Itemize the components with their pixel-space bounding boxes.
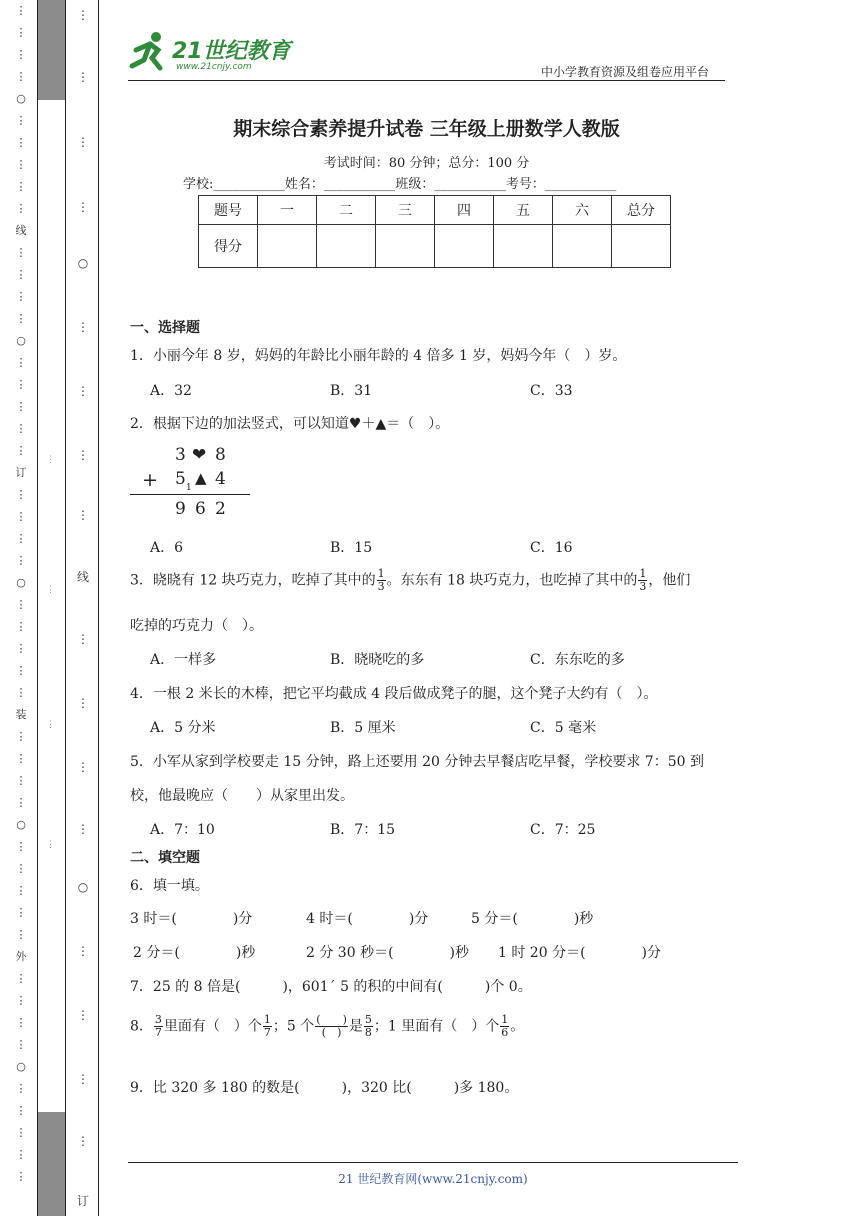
faint-mark: ⋮ <box>46 455 55 465</box>
fraction: $\frac{1}{7}$ <box>263 1013 271 1039</box>
fill-blank: 2 分 30 秒＝( )秒 <box>306 945 469 961</box>
digit: 6 <box>195 499 206 519</box>
score-cell[interactable] <box>494 225 553 268</box>
carry-digit: 1 <box>186 483 192 493</box>
fill-blank: 1 时 20 分＝( )分 <box>498 945 661 961</box>
option-a: A．32 <box>150 383 192 399</box>
option-b: B．7：15 <box>330 822 396 838</box>
q3-text: 。东东有 18 块巧克力，也吃掉了其中的 <box>386 572 638 589</box>
score-header: 总分 <box>612 196 671 225</box>
score-header: 四 <box>435 196 494 225</box>
q3-text: ，他们 <box>648 572 691 589</box>
score-header: 二 <box>317 196 376 225</box>
option-a: A．7：10 <box>150 822 215 838</box>
score-cell[interactable] <box>612 225 671 268</box>
option-c: C．东东吃的多 <box>530 652 625 668</box>
question-5-line2: 校，他最晚应（ ）从家里出发。 <box>130 788 354 804</box>
fill-blank: 3 时＝( )分 <box>130 911 253 927</box>
digit: 5 <box>175 469 186 489</box>
fraction: $\frac{1}{3}$ <box>377 567 385 593</box>
header-rule <box>128 80 725 81</box>
option-a: A．5 分米 <box>150 720 216 736</box>
footer-rule <box>128 1162 738 1163</box>
score-cell[interactable] <box>553 225 612 268</box>
option-c: C．7：25 <box>530 822 596 838</box>
digit: 9 <box>175 499 186 519</box>
fill-blank: 4 时＝( )分 <box>306 911 429 927</box>
page-title: 期末综合素养提升试卷 三年级上册数学人教版 <box>233 118 620 140</box>
dotted-cut-line: ⋮ ⋮ ⋮ ⋮ ○ ⋮ ⋮ ⋮ ⋮ ⋮ 线 ⋮ ⋮ ⋮ ⋮ ○ ⋮ ⋮ ⋮ ⋮ ⋮ 订 ⋮ ⋮ ⋮ ⋮ ○ ⋮ ⋮ ⋮ ⋮ ⋮ 装 ⋮ ⋮ ⋮ ⋮ ○ ⋮ ⋮ ⋮ ⋮ ⋮ 外 ⋮ ⋮ ⋮ ⋮ ○ ⋮ ⋮ ⋮ ⋮ ⋮ <box>15 4 27 1183</box>
logo-text: 21世纪教育 <box>172 39 291 64</box>
question-6: 6．填一填。 <box>130 878 209 894</box>
option-b: B．5 厘米 <box>330 720 396 736</box>
question-3 <box>130 568 690 593</box>
fraction: $\frac{1}{3}$ <box>639 567 647 593</box>
option-b: B．31 <box>330 383 373 399</box>
question-3-line2: 吃掉的巧克力（ ）。 <box>130 618 263 634</box>
score-header: 三 <box>376 196 435 225</box>
plus-sign: + <box>142 469 158 491</box>
runner-icon <box>128 30 168 72</box>
margin-line <box>98 0 99 1216</box>
option-a: A．一样多 <box>150 652 217 668</box>
score-cell[interactable] <box>376 225 435 268</box>
triangle-icon: ▲ <box>195 469 207 487</box>
digit: 2 <box>215 499 226 519</box>
option-c: C．5 毫米 <box>530 720 597 736</box>
fill-blank: 5 分＝( )秒 <box>471 911 594 927</box>
question-2: 2．根据下边的加法竖式，可以知道♥＋▲＝（ ）。 <box>130 416 450 432</box>
margin-line <box>65 0 66 1216</box>
question-4: 4．一根 2 米长的木棒，把它平均截成 4 段后做成凳子的腿，这个凳子大约有（ ）。 <box>130 686 658 702</box>
margin-line <box>37 0 38 1216</box>
score-table <box>198 195 671 268</box>
fraction: $\frac{1}{6}$ <box>501 1013 509 1039</box>
heart-icon: ❤ <box>192 445 207 465</box>
fraction: $\frac{3}{7}$ <box>154 1013 162 1039</box>
margin-band-bottom <box>38 1112 65 1216</box>
fill-blank: 2 分＝( )秒 <box>133 945 256 961</box>
question-7: 7．25 的 8 倍是( )，601´ 5 的积的中间有( )个 0。 <box>130 979 532 995</box>
digit: 3 <box>175 445 186 465</box>
sum-line <box>130 494 250 495</box>
score-header: 六 <box>553 196 612 225</box>
faint-mark: ⋮ <box>46 585 55 595</box>
footer-text: 21 世纪教育网(www.21cnjy.com) <box>338 1172 528 1186</box>
option-b: B．15 <box>330 540 373 556</box>
score-header: 题号 <box>199 196 258 225</box>
student-info-line: 学校:___________姓名：___________班级：___________考号：___________ <box>183 177 617 192</box>
fraction-blank: $\frac{( )}{( )}$ <box>316 1013 347 1039</box>
digit: 8 <box>215 445 226 465</box>
section-title: 一、选择题 <box>130 320 200 336</box>
score-header: 一 <box>258 196 317 225</box>
option-c: C．33 <box>530 383 573 399</box>
option-a: A．6 <box>150 540 184 556</box>
option-c: C．16 <box>530 540 573 556</box>
digit: 4 <box>215 469 226 489</box>
question-5: 5．小军从家到学校要走 15 分钟，路上还要用 20 分钟去早餐店吃早餐，学校要求 7：50 到 <box>130 754 704 770</box>
score-cell[interactable] <box>435 225 494 268</box>
exam-info: 考试时间：80 分钟；总分：100 分 <box>323 156 530 171</box>
question-9: 9．比 320 多 180 的数是( )，320 比( )多 180。 <box>130 1080 519 1096</box>
logo-url: www.21cnjy.com <box>176 62 252 72</box>
faint-mark: ⋮ <box>46 840 55 850</box>
score-row-label: 得分 <box>199 225 258 268</box>
option-b: B．晓晓吃的多 <box>330 652 425 668</box>
score-cell[interactable] <box>258 225 317 268</box>
margin-band-top <box>38 0 65 100</box>
faint-mark: ⋮ <box>46 720 55 730</box>
question-8: 8． $\frac{3}{7}$ 里面有（ ）个 $\frac{1}{7}$ ；5 个 $\frac{( )}{( )}$ 是 $\frac{5}{8}$ ；1 里面有（ ）个 $\frac{1}{6}$ 。 <box>130 1013 525 1039</box>
section-title: 二、填空题 <box>130 850 200 866</box>
score-cell[interactable] <box>317 225 376 268</box>
platform-name: 中小学教育资源及组卷应用平台 <box>541 65 710 79</box>
question-1: 1．小丽今年 8 岁，妈妈的年龄比小丽年龄的 4 倍多 1 岁，妈妈今年（ ）岁。 <box>130 348 627 364</box>
fraction: $\frac{5}{8}$ <box>364 1013 372 1039</box>
score-header: 五 <box>494 196 553 225</box>
dotted-cut-line-inner: ⋮ ⋮ ⋮ ⋮ ○ ⋮ ⋮ ⋮ ⋮ 线 ⋮ ⋮ ⋮ ⋮ ○ ⋮ ⋮ ⋮ ⋮ 订 <box>76 8 89 1208</box>
q3-text: 3．晓晓有 12 块巧克力，吃掉了其中的 <box>130 572 376 589</box>
